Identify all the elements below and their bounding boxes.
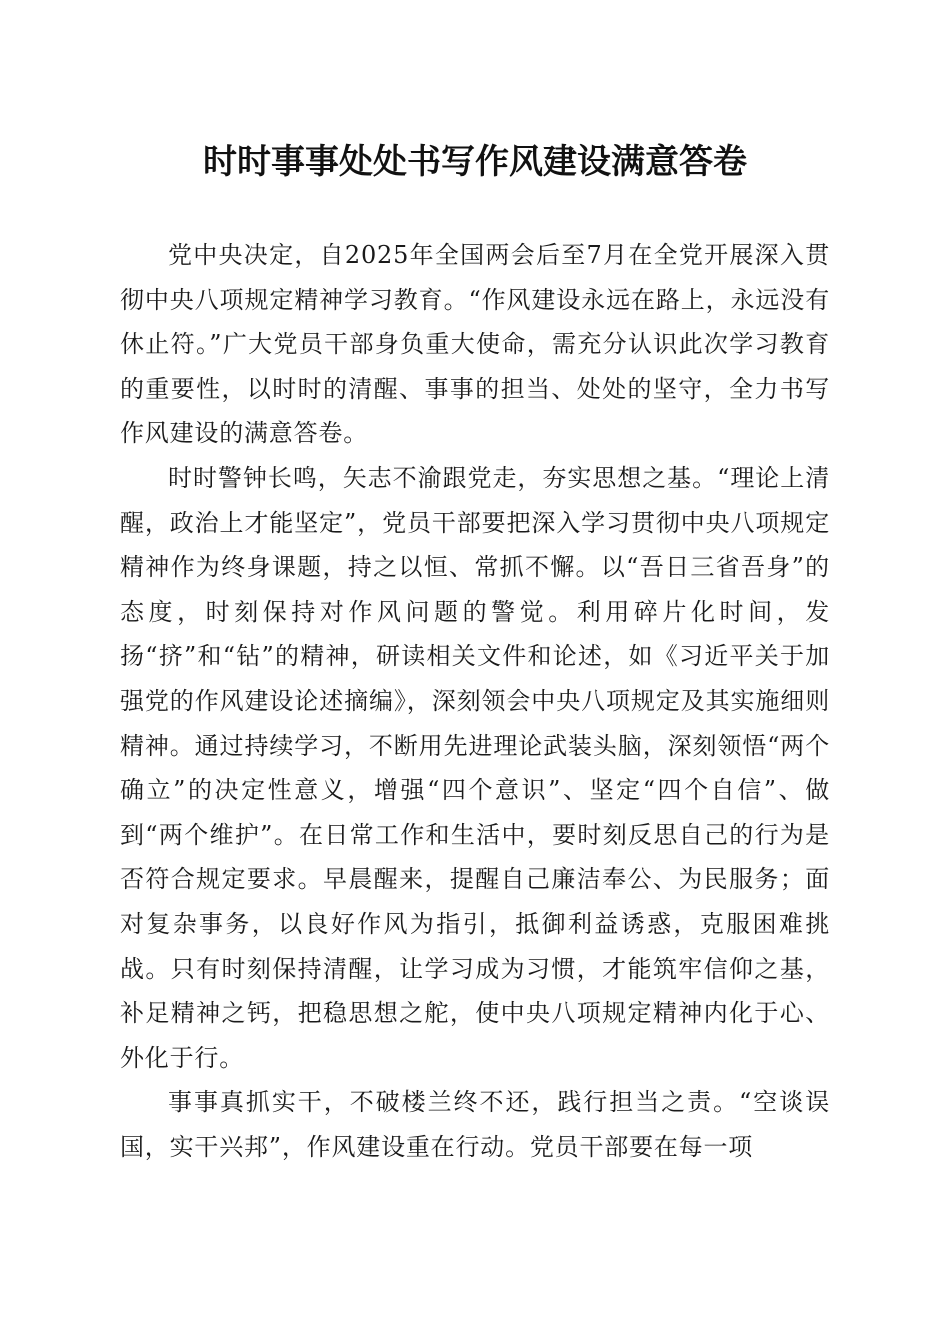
paragraph-shishi: 时时警钟长鸣，矢志不渝跟党走，夯实思想之基。“理论上清醒，政治上才能坚定”，党员干部要把深入学习贯彻中央八项规定精神作为终身课题，持之以恒、常抓不懈。以“吾日三省吾身”的态度，时刻保持对作风问题的警觉。利用碎片化时间，发扬“挤”和“钻”的精神，研读相关文件和论述，如《习近平关于加强党的作风建设论述摘编》，深刻领会中央八项规定及其实施细则精神。通过持续学习，不断用先进理论武装头脑，深刻领悟“两个确立”的决定性意义，增强“四个意识”、坚定“四个自信”、做到“两个维护”。在日常工作和生活中，要时刻反思自己的行为是否符合规定要求。早晨醒来，提醒自己廉洁奉公、为民服务；面对复杂事务，以良好作风为指引，抵御利益诱惑，克服困难挑战。只有时刻保持清醒，让学习成为习惯，才能筑牢信仰之基，补足精神之钙，把稳思想之舵，使中央八项规定精神内化于心、外化于行。 [120, 463, 830, 1072]
paragraph-shishi-action: 事事真抓实干，不破楼兰终不还，践行担当之责。“空谈误国，实干兴邦”，作风建设重在行动。党员干部要在每一项 [120, 1088, 830, 1161]
document-title: 时时事事处处书写作风建设满意答卷 [203, 142, 747, 182]
document-body [120, 233, 830, 1169]
paragraph-intro: 党中央决定，自2025年全国两会后至7月在全党开展深入贯彻中央八项规定精神学习教育。“作风建设永远在路上，永远没有休止符。”广大党员干部身负重大使命，需充分认识此次学习教育的重要性，以时时的清醒、事事的担当、处处的坚守，全力书写作风建设的满意答卷。 [120, 241, 830, 448]
